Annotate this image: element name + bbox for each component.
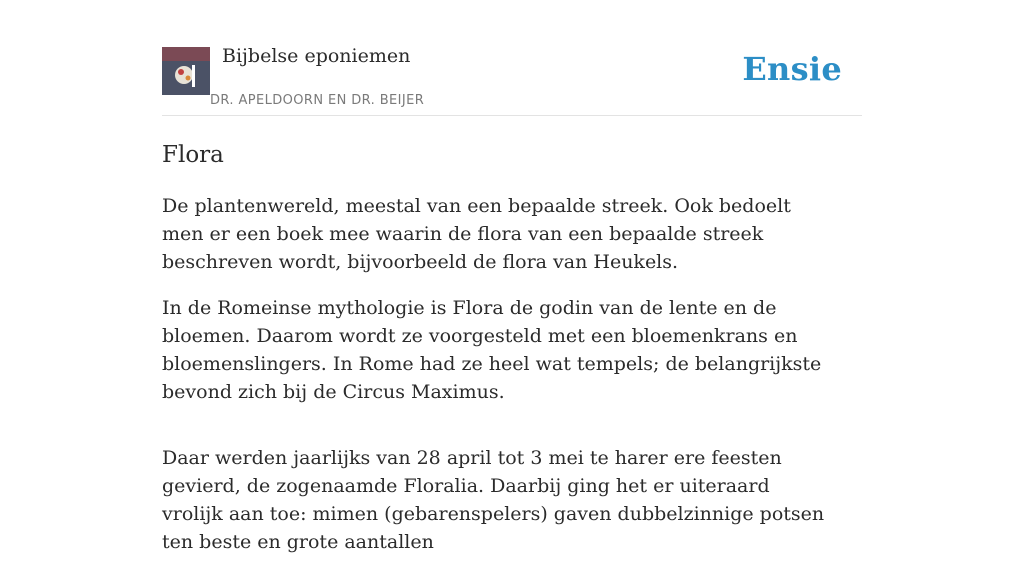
entry-paragraph: De plantenwereld, meestal van een bepaalde streek. Ook bedoelt men er een boek mee waarin de flora van een bepaalde streek beschreven wordt, bijvoorbeeld de flora van Heukels. bbox=[162, 195, 791, 273]
book-title[interactable]: Bijbelse eponiemen bbox=[222, 45, 411, 67]
entry-title: Flora bbox=[162, 142, 224, 168]
book-cover-avatar[interactable] bbox=[162, 47, 210, 95]
entry-paragraph: Daar werden jaarlijks van 28 april tot 3 mei te harer ere feesten gevierd, de zogenaamde Floralia. Daarbij ging het er uiteraard vrolijk aan toe: mimen (gebarenspelers) gaven dubbelzinnige potsen ten beste en grote aantallen bbox=[162, 447, 825, 553]
ensie-logo-link[interactable]: Ensie bbox=[742, 50, 842, 88]
entry-content bbox=[162, 138, 832, 574]
book-authors: DR. APELDOORN EN DR. BEIJER bbox=[210, 93, 425, 108]
page-header bbox=[162, 40, 862, 116]
book-cover-icon bbox=[162, 47, 210, 95]
entry-paragraph: In de Romeinse mythologie is Flora de godin van de lente en de bloemen. Daarom wordt ze voorgesteld met een bloemenkrans en bloemenslingers. In Rome had ze heel wat tempels; de belangrijkste bevond zich bij de Circus Maximus. bbox=[162, 297, 822, 403]
